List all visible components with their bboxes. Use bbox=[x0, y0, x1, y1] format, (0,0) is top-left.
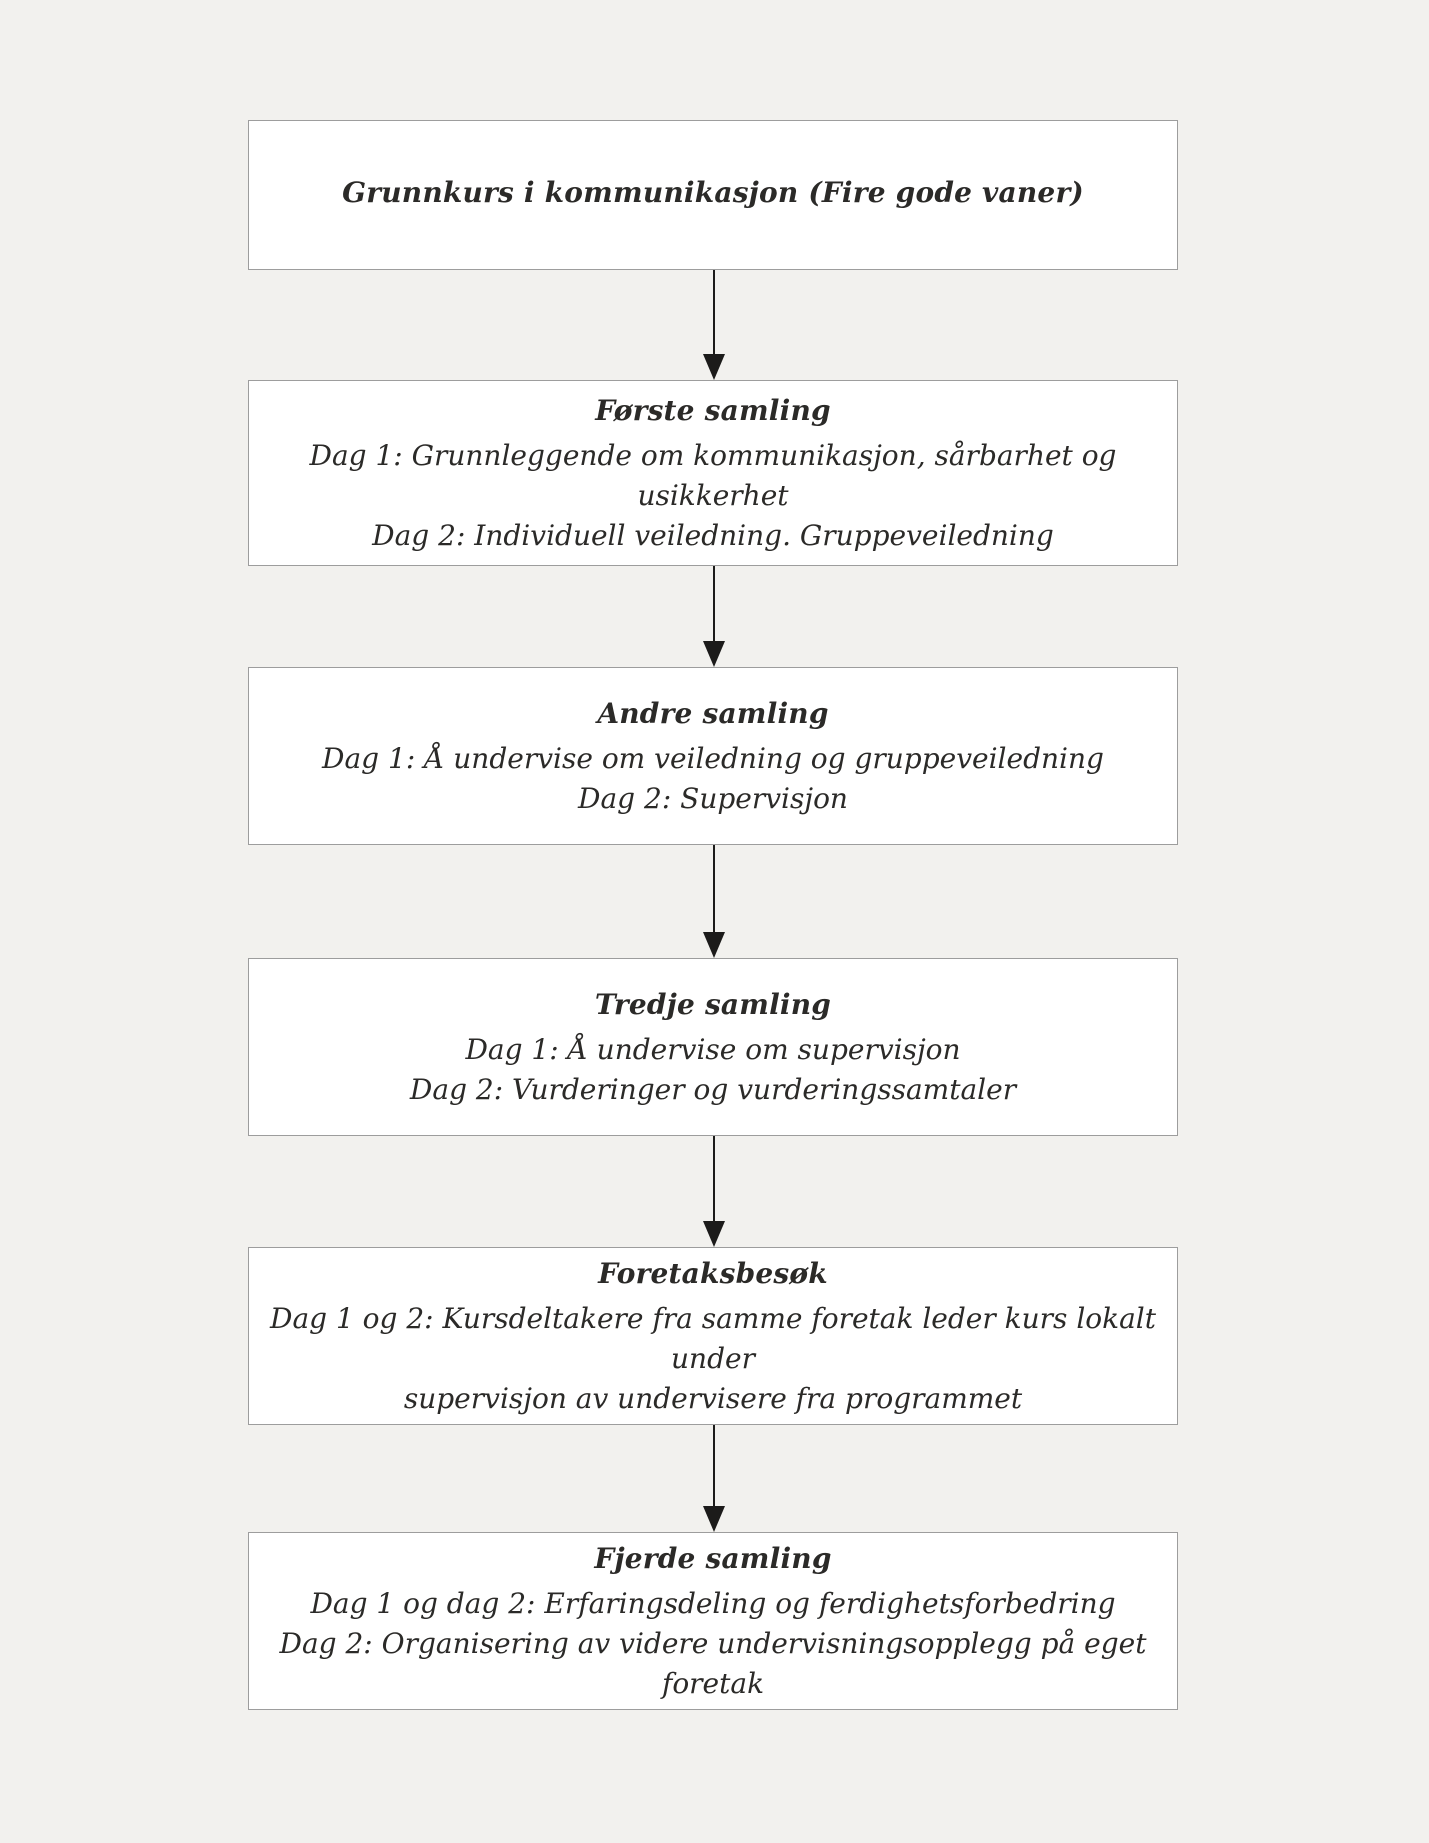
node-line: Dag 1 og dag 2: Erfaringsdeling og ferdighetsforbedring bbox=[310, 1587, 1116, 1620]
arrow-down-icon bbox=[703, 354, 725, 380]
arrow-shaft bbox=[713, 1425, 715, 1506]
flow-node-andre-samling bbox=[248, 667, 1178, 845]
flow-node-fjerde-samling bbox=[248, 1532, 1178, 1710]
node-line: supervisjon av undervisere fra programmet bbox=[403, 1382, 1023, 1415]
arrow-down-icon bbox=[703, 1221, 725, 1247]
node-title: Fjerde samling bbox=[594, 1542, 832, 1575]
flow-node-foretaksbesok bbox=[248, 1247, 1178, 1425]
node-line: Dag 2: Supervisjon bbox=[578, 782, 848, 815]
node-title: Andre samling bbox=[597, 697, 829, 730]
arrow-shaft bbox=[713, 270, 715, 354]
node-line: Dag 2: Organisering av videre undervisningsopplegg på eget foretak bbox=[279, 1627, 1147, 1700]
flow-node-forste-samling bbox=[248, 380, 1178, 566]
node-line: Dag 2: Individuell veiledning. Gruppeveiledning bbox=[372, 519, 1054, 552]
flow-node-tredje-samling bbox=[248, 958, 1178, 1136]
node-line: Dag 1: Å undervise om veiledning og gruppeveiledning bbox=[322, 742, 1104, 775]
arrow-down-icon bbox=[703, 641, 725, 667]
connector-3-4 bbox=[701, 845, 727, 958]
node-title: Første samling bbox=[595, 394, 831, 427]
node-line: Dag 2: Vurderinger og vurderingssamtaler bbox=[409, 1073, 1017, 1106]
connector-1-2 bbox=[701, 270, 727, 380]
node-line: Dag 1: Grunnleggende om kommunikasjon, sårbarhet og usikkerhet bbox=[309, 439, 1117, 512]
connector-4-5 bbox=[701, 1136, 727, 1247]
arrow-down-icon bbox=[703, 1506, 725, 1532]
arrow-shaft bbox=[713, 1136, 715, 1221]
node-title: Grunnkurs i kommunikasjon (Fire gode vaner) bbox=[342, 176, 1084, 209]
node-line: Dag 1 og 2: Kursdeltakere fra samme foretak leder kurs lokalt under bbox=[270, 1302, 1156, 1375]
connector-5-6 bbox=[701, 1425, 727, 1532]
node-line: Dag 1: Å undervise om supervisjon bbox=[465, 1033, 961, 1066]
node-title: Tredje samling bbox=[594, 988, 832, 1021]
arrow-down-icon bbox=[703, 932, 725, 958]
arrow-shaft bbox=[713, 566, 715, 641]
node-title: Foretaksbesøk bbox=[598, 1257, 828, 1290]
flow-node-grunnkurs bbox=[248, 120, 1178, 270]
connector-2-3 bbox=[701, 566, 727, 667]
arrow-shaft bbox=[713, 845, 715, 932]
